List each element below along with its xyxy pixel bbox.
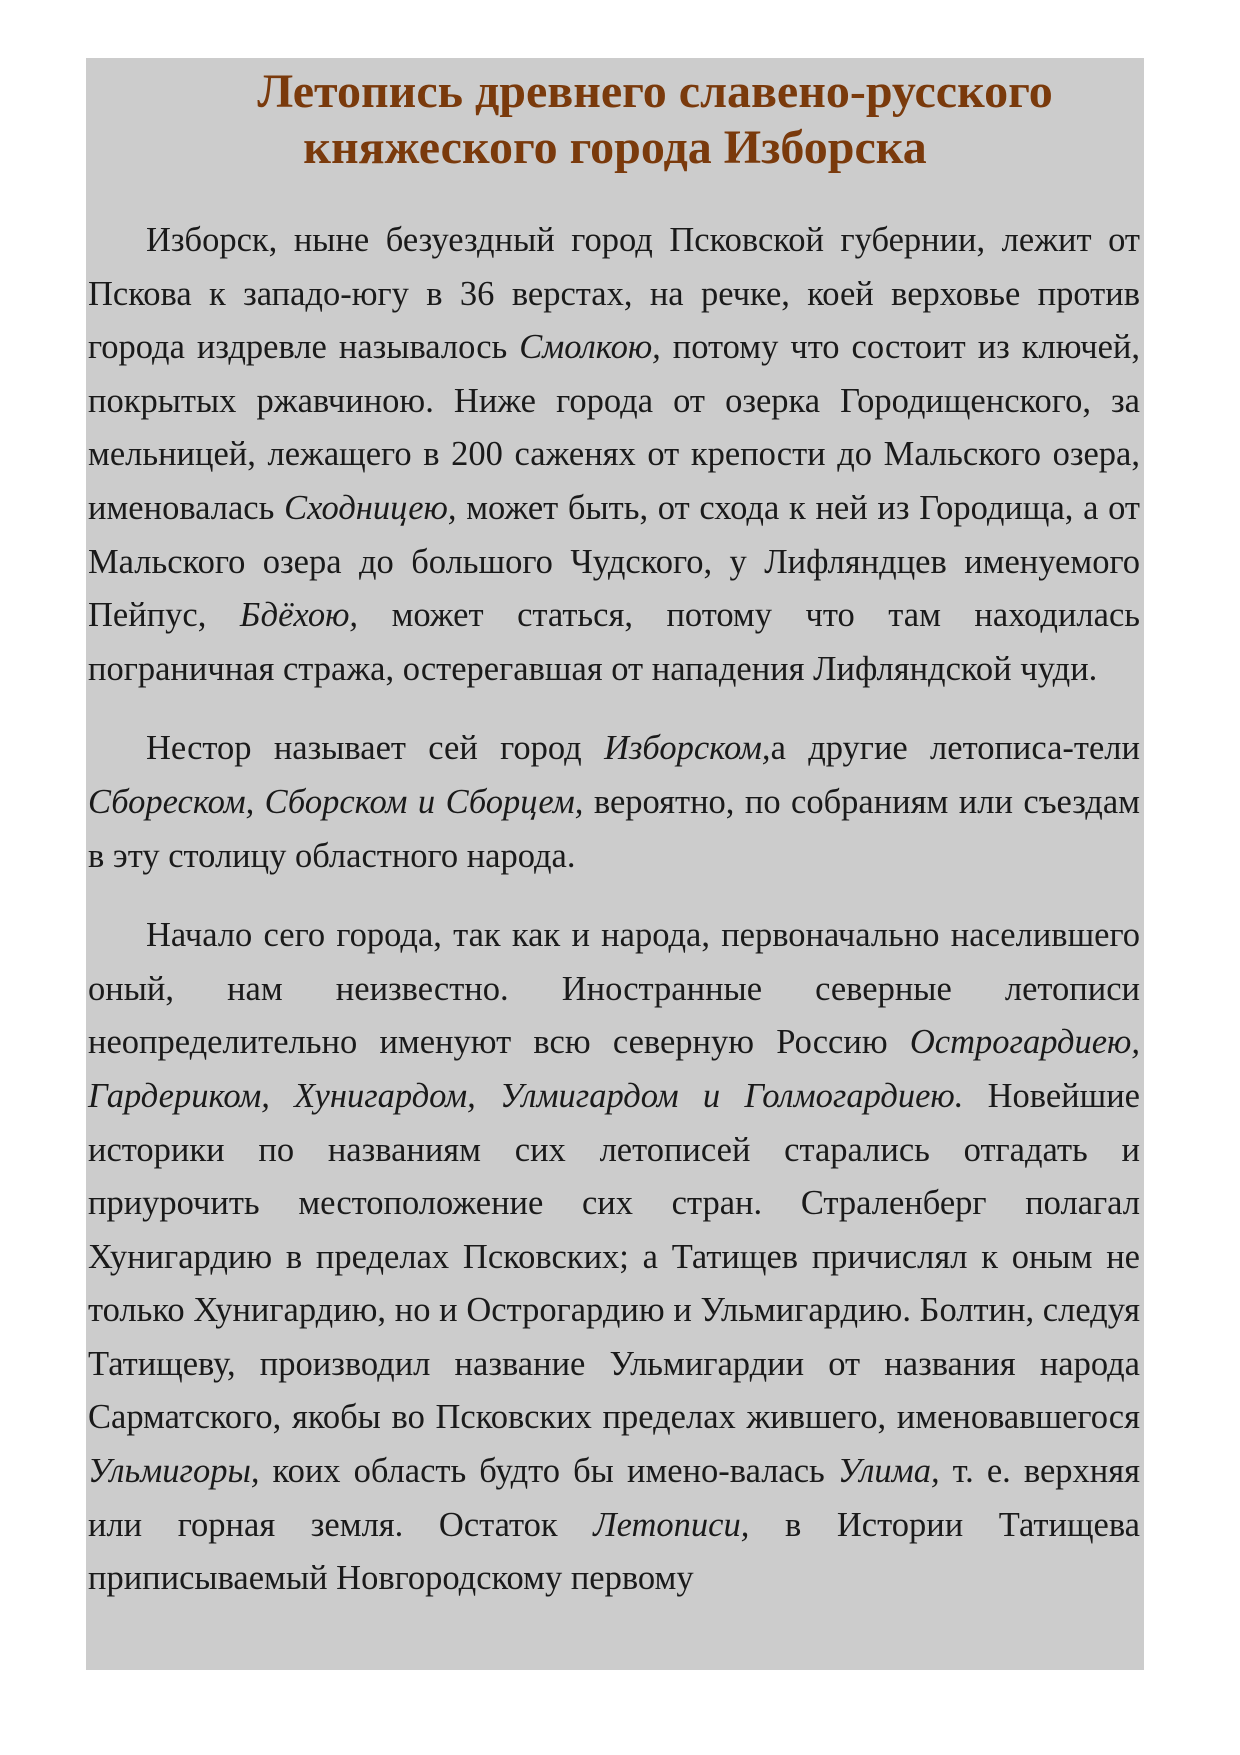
text-run: в Истории Татищева приписываемый Новгородскому первому: [88, 1505, 1140, 1598]
italic-term: Ульмигоры,: [88, 1452, 260, 1491]
page-title: [86, 58, 1144, 176]
text-run: Нестор называет сей город: [146, 729, 605, 768]
italic-term: Сбореском, Сборском и Сборцем,: [88, 782, 584, 821]
title-line-1: Летопись древнего славено-русского: [257, 65, 1053, 118]
italic-term: Смолкою,: [519, 328, 661, 367]
text-run: т. е. верхняя или горная земля. Остаток: [88, 1452, 1140, 1544]
text-run: а другие летописа-тели: [770, 729, 1140, 768]
text-run: может статься, потому что там находилась пограничная стража, остерегавшая от нападения Лифляндской чуди.: [88, 596, 1140, 688]
text-run: Начало сего города, так как и народа, первоначально населившего оный, нам неизвестно. Иностранные северные летописи неопределительно именуют всю северную Россию: [88, 916, 1140, 1062]
document-body: [86, 214, 1144, 1606]
italic-term: Изборском,: [604, 729, 771, 768]
italic-term: Острогардиею, Гардериком, Хунигардом, Улмигардом и Голмогардиею.: [88, 1023, 1140, 1115]
italic-term: Бдёхою,: [239, 596, 359, 635]
text-run: может быть, от схода к ней из Городища, а от Мальского озера до большого Чудского, у Лифляндцев именуемого Пейпус,: [88, 488, 1140, 635]
text-run: коих область будто бы имено-валась: [259, 1452, 838, 1491]
text-run: вероятно, по собраниям или съездам в эту столицу областного народа.: [88, 782, 1140, 875]
text-run: Изборск, ныне безуездный город Псковской губернии, лежит от Пскова к западо-югу в 36 верстах, на речке, коей верховье против города издревле называлось: [88, 221, 1140, 367]
italic-term: Улима,: [837, 1452, 940, 1491]
paragraph: [88, 909, 1140, 1606]
text-run: Новейшие историки по названиям сих летописей старались отгадать и приурочить местоположение сих стран. Страленберг полагал Хунигардию в пределах Псковских; а Татищев причислял к оным не только Хунигардию, но и Острогардию и Ульмигардию. Болтин, следуя Татищеву, производил название Ульмигардии от названия народа Сарматского, якобы во Псковских пределах жившего, именовавшегося: [88, 1076, 1140, 1437]
document-page: [86, 58, 1144, 1670]
paragraph: [88, 214, 1140, 696]
italic-term: Летописи,: [593, 1505, 750, 1544]
title-line-2: княжеского города Изборска: [303, 121, 927, 174]
text-run: потому что состоит из ключей, покрытых ржавчиною. Ниже города от озерка Городищенского, за мельницей, лежащего в 200 саженях от крепости до Мальского озера, именовалась: [88, 328, 1140, 527]
paragraph: [88, 722, 1140, 883]
italic-term: Сходницею,: [284, 488, 457, 527]
